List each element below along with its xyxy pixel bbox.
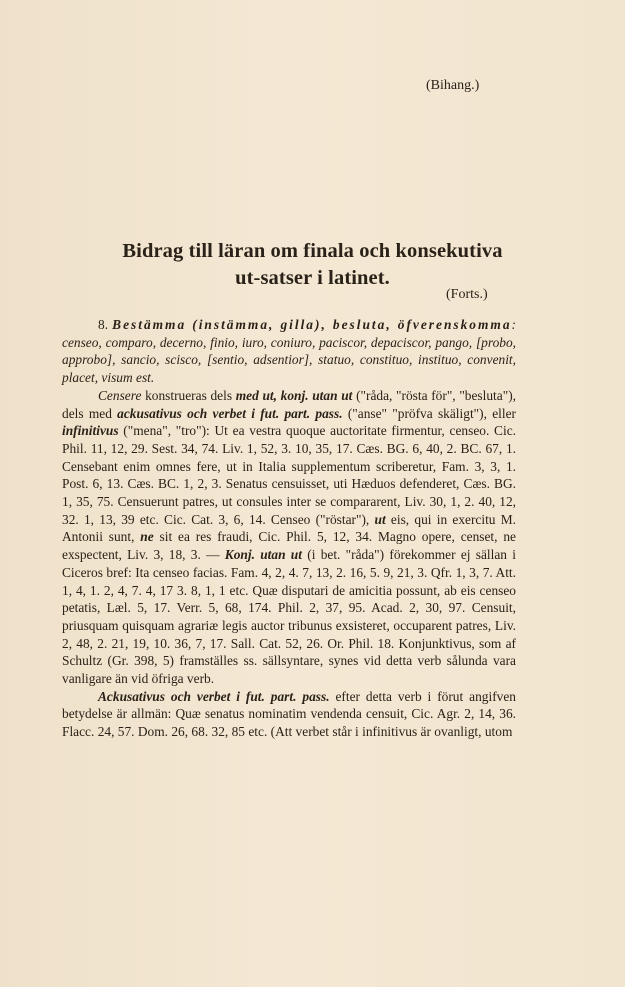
paragraph-ackusativus — [62, 688, 516, 741]
verb-list: : censeo, comparo, decerno, finio, iuro, coniuro, paciscor, depaciscor, pango, [probo, approbo], sancio, scisco, [sentio, adsentior], statuo, constituo, instituo, convenit, placet, visum est. — [62, 317, 516, 386]
text-run: efter detta verb i förut angifven betydelse är allmän: Quæ senatus nominatim vendenda censuit, Cic. Agr. 2, 14, 36. Flacc. 24, 57. Dom. 26, 68. 32, 85 etc. (Att verbet står i infinitivus är ovanligt, utom — [62, 688, 516, 740]
text-run: ("anse" "pröfva skäligt"), eller — [342, 405, 516, 421]
paragraph-censere — [62, 387, 516, 688]
text-run: eis, qui in exercitu M. Antonii sunt, — [62, 511, 516, 545]
ne-term: ne — [140, 529, 154, 545]
text-run: (i bet. "råda") förekommer ej sällan i Ciceros bref: Ita censeo facias. Fam. 4, 2, 4. 7, 13, 2. 16, 5. 9, 21, 3. Qfr. 1, 3, 7. Att. 1, 4, 1. 2, 4, 7. 4, 17 3. 8, 1, 1 etc. Quæ disputari de amicitia possunt, ab eis censeo petatis, Læl. 5, 17. Verr. 5, 68, 174. Phil. 2, 37, 95. Acad. 2, 30, 97. Censuit, priusquam quisquam agrariæ legis auctor tribunus exsisteret, occuparent patres, Liv. 2, 48, 2. 21, 19, 10. 36, 7, 17. Sall. Cat. 52, 26. Or. Phil. 18. Konjunktivus, som af Schultz (Gr. 398, 5) framställes ss. sällsyntare, synes vid detta verb sålunda vara vanligare än vid öfriga verb. — [62, 547, 516, 687]
body-text — [62, 316, 516, 741]
supplement-label: (Bihang.) — [426, 78, 480, 93]
continued-label: (Forts.) — [446, 287, 488, 302]
section-number: 8. — [98, 317, 109, 332]
text-run: ("mena", "tro"): Ut ea vestra quoque auctoritate firmentur, censeo. Cic. Phil. 11, 12, 29. Sest. 34, 74. Liv. 1, 52, 3. 10, 35, 17. Cæs. BG. 6, 40, 2. BC. 67, 1. Censebant enim omnes fere, ut in Italia supplementum scriberetur, Fam. 3, 3, 1. Post. 6, 13. Cæs. BC. 1, 2, 3. Senatus censuisset, uti Hæduos defenderet, Cæs. BG. 1, 35, 75. Censuerunt patres, ut consules inter se compararent, Liv. 30, 1, 2. 40, 12, 32. 1, 13, 39 etc. Cic. Cat. 3, 6, 14. Censeo ("röstar"), — [62, 423, 516, 527]
section-heading: Bestämma (instämma, gilla), besluta, öfverenskomma — [112, 317, 512, 332]
ut-term: ut — [374, 511, 386, 527]
ack-term-2: Ackusativus och verbet i fut. part. pass. — [98, 688, 330, 704]
text-run: konstrueras dels — [141, 387, 236, 403]
ack-term: ackusativus och verbet i fut. part. pass. — [117, 405, 343, 421]
konj-term: Konj. utan ut — [224, 547, 302, 563]
title-line-2: ut-satser i latinet. — [235, 267, 390, 289]
text-run: sit ea res fraudi, Cic. Phil. 5, 12, 34. Magno opere, censet, ne exspectent, Liv. 3, 18, 3. — — [62, 529, 516, 563]
censere-term: Censere — [98, 387, 142, 403]
med-ut-term: med ut, konj. utan ut — [235, 387, 353, 403]
inf-term: infinitivus — [62, 423, 119, 439]
title-line-1: Bidrag till läran om finala och konsekutiva — [122, 240, 503, 262]
text-run: ("råda, "rösta för", "besluta"), dels med — [62, 387, 516, 421]
paragraph-8 — [62, 316, 516, 387]
article-title — [40, 238, 585, 292]
